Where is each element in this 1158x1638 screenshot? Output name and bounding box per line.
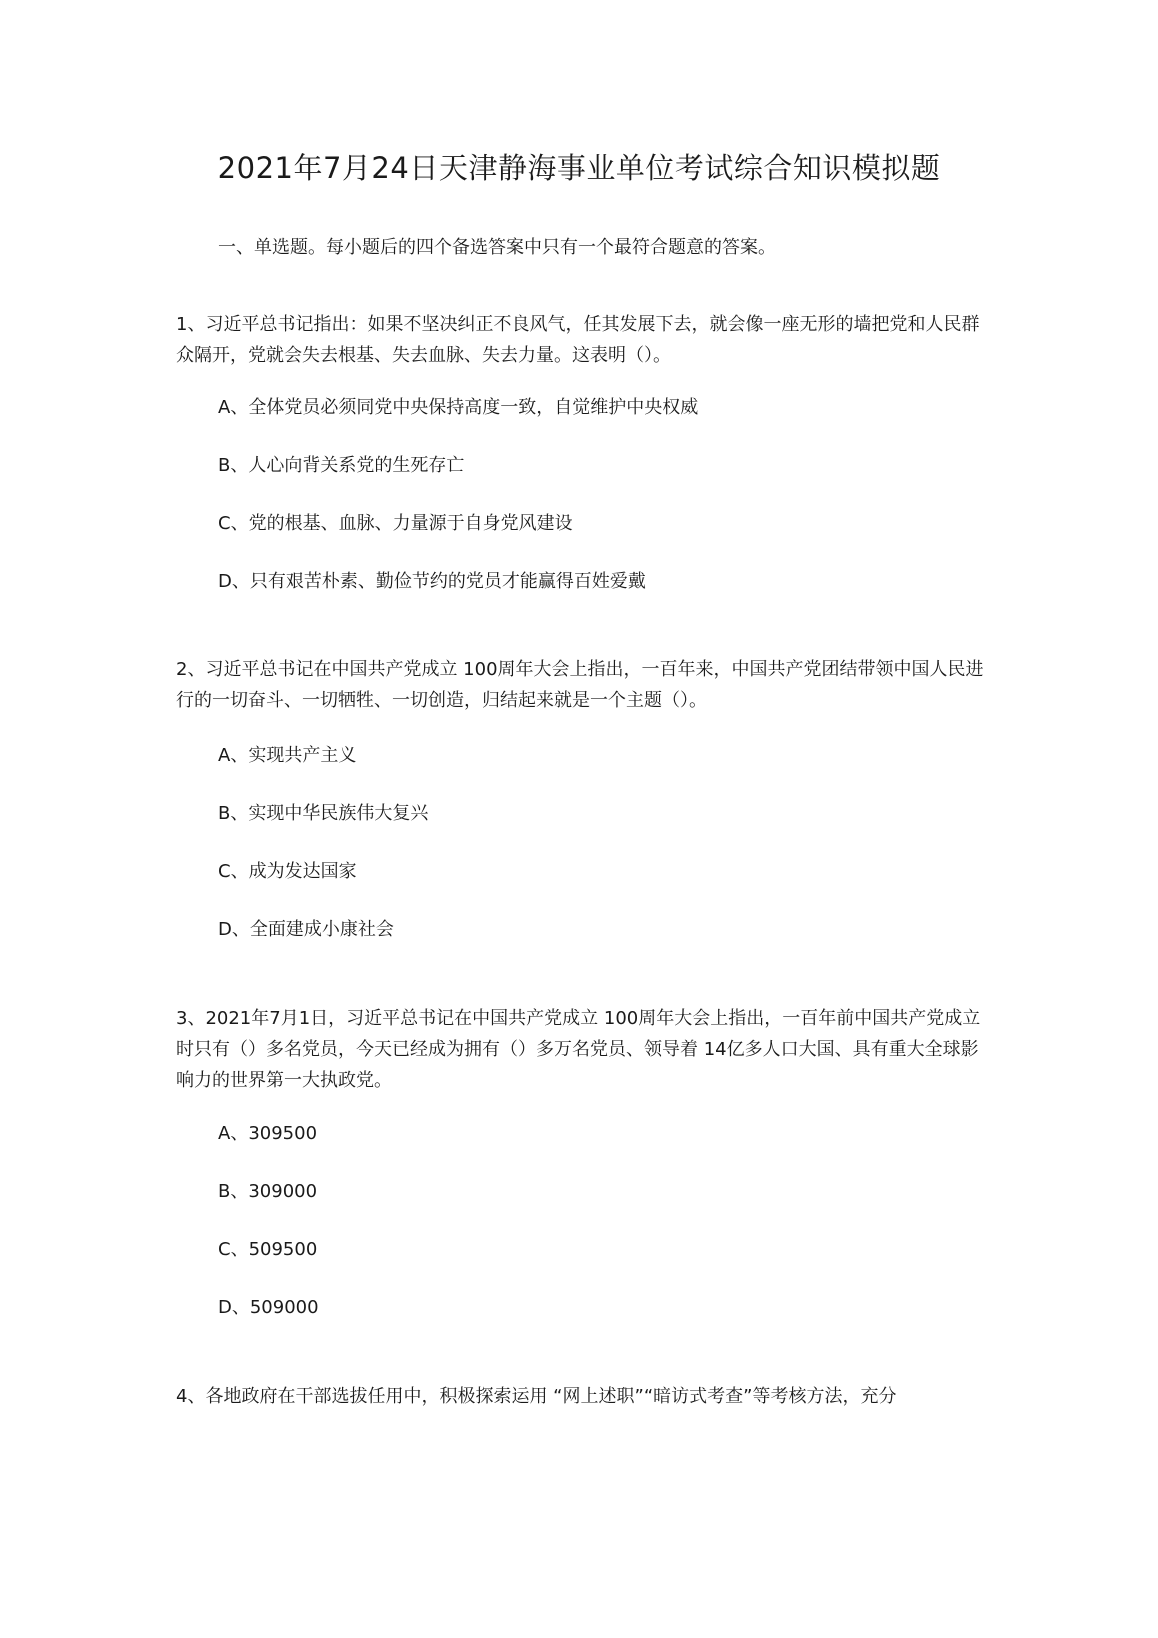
question-3-option-b: B、309000 [218, 1181, 318, 1202]
section-heading: 一、单选题。每小题后的四个备选答案中只有一个最符合题意的答案。 [218, 237, 776, 258]
question-1-option-c: C、党的根基、血脉、力量源于自身党风建设 [218, 513, 573, 534]
question-2-option-a: A、实现共产主义 [218, 745, 357, 766]
question-2-option-c: C、成为发达国家 [218, 861, 357, 882]
question-2-option-d: D、全面建成小康社会 [218, 919, 394, 940]
question-3-option-d: D、509000 [218, 1297, 319, 1318]
question-1-option-d: D、只有艰苦朴素、勤俭节约的党员才能赢得百姓爱戴 [218, 571, 646, 592]
question-3-text: 3、2021年7月1日，习近平总书记在中国共产党成立 100周年大会上指出，一百年前中国共产党成立时只有（）多名党员，今天已经成为拥有（）多万名党员、领导着 14亿多人口大国、具有重大全球影响力的世界第一大执政党。 [176, 1008, 981, 1091]
question-3-option-a: A、309500 [218, 1123, 318, 1144]
question-1-text: 1、习近平总书记指出：如果不坚决纠正不良风气，任其发展下去，就会像一座无形的墙把党和人民群众隔开，党就会失去根基、失去血脉、失去力量。这表明（）。 [176, 314, 980, 366]
question-3-option-c: C、509500 [218, 1239, 318, 1260]
document-title: 2021年7月24日天津静海事业单位考试综合知识模拟题 [217, 151, 941, 185]
question-1-option-a: A、全体党员必须同党中央保持高度一致，自觉维护中央权威 [218, 397, 699, 418]
question-2-option-b: B、实现中华民族伟大复兴 [218, 803, 429, 824]
question-2-text: 2、习近平总书记在中国共产党成立 100周年大会上指出，一百年来，中国共产党团结带领中国人民进行的一切奋斗、一切牺牲、一切创造，归结起来就是一个主题（）。 [176, 659, 984, 711]
question-4-text: 4、各地政府在干部选拔任用中，积极探索运用 “网上述职”“暗访式考查”等考核方法，充分 [176, 1386, 897, 1407]
question-1-option-b: B、人心向背关系党的生死存亡 [218, 455, 465, 476]
